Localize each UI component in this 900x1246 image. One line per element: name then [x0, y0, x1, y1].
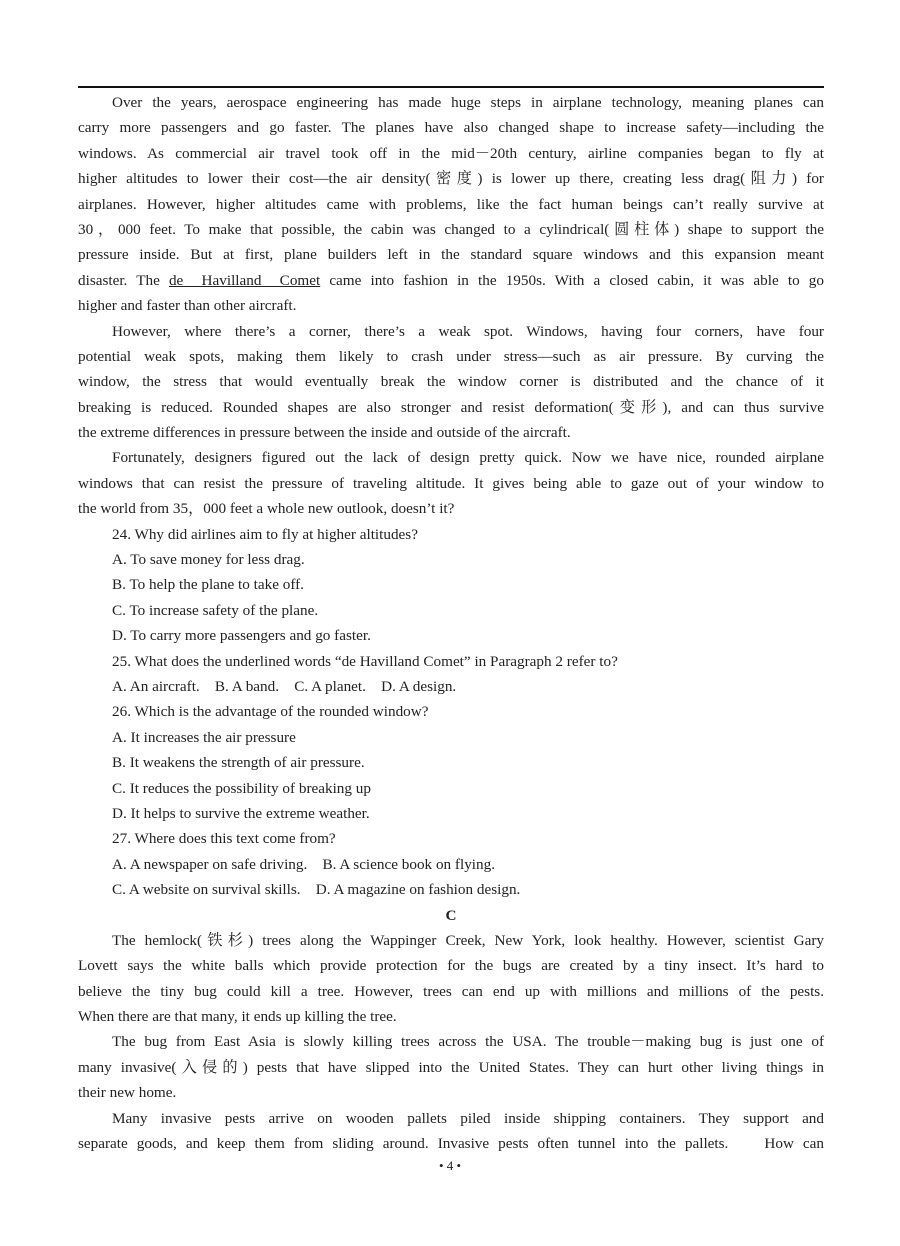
text-line: their new home. [78, 1084, 177, 1102]
text-line: carry more passengers and go faster. The planes have also changed shape to increase safety—including the [78, 119, 824, 137]
question-stem: 24. Why did airlines aim to fly at higher altitudes? [112, 525, 418, 543]
text-line: believe the tiny bug could kill a tree. However, trees can end up with millions and millions of the pests. [78, 982, 824, 1000]
page-number: • 4 • [438, 1158, 462, 1173]
text-line: the extreme differences in pressure between the inside and outside of the aircraft. [78, 424, 571, 442]
text-line: the world from 35，000 feet a whole new outlook, doesn’t it? [78, 500, 455, 518]
answer-option: B. To help the plane to take off. [112, 576, 304, 594]
text-line: potential weak spots, making them likely to crash under stress—such as air pressure. By curving the [78, 347, 824, 365]
question-stem: 25. What does the underlined words “de Havilland Comet” in Paragraph 2 refer to? [112, 652, 618, 670]
question-stem: 27. Where does this text come from? [112, 830, 336, 848]
passage-b-paragraph-3 [78, 445, 824, 521]
text-line: Many invasive pests arrive on wooden pallets piled inside shipping containers. They support and [112, 1109, 824, 1127]
answer-option: A. It increases the air pressure [112, 728, 296, 746]
header-rule [78, 86, 824, 88]
section-heading-c: C [445, 906, 457, 924]
text-line: pressure inside. But at first, plane builders left in the standard square windows and this expansion meant [78, 246, 824, 264]
passage-b-paragraph-2 [78, 319, 824, 446]
answer-option: C. To increase safety of the plane. [112, 601, 319, 619]
answer-option: D. It helps to survive the extreme weather. [112, 804, 370, 822]
passage-c-paragraph-1 [78, 928, 824, 1030]
text-line: The bug from East Asia is slowly killing trees across the USA. The trouble－making bug is just one of [112, 1033, 824, 1051]
question-25 [78, 649, 824, 700]
text-line: Fortunately, designers figured out the lack of design pretty quick. Now we have nice, rounded airplane [112, 449, 824, 467]
text-line: many invasive(入侵的) pests that have slipped into the United States. They can hurt other living things in [78, 1058, 824, 1076]
text-line: windows that can resist the pressure of traveling altitude. It gives being able to gaze out of your window to [78, 474, 824, 492]
text-line: When there are that many, it ends up killing the tree. [78, 1008, 397, 1026]
question-24 [78, 522, 824, 649]
answer-options: C. A website on survival skills. D. A magazine on fashion design. [112, 881, 521, 899]
text-line: window, the stress that would eventually break the window corner is distributed and the chance of it [78, 373, 824, 391]
text-line: Lovett says the white balls which provide protection for the bugs are created by a tiny insect. It’s hard to [78, 957, 824, 975]
answer-option: C. It reduces the possibility of breaking up [112, 779, 371, 797]
underlined-term: de Havilland Comet [168, 271, 321, 289]
text-line: separate goods, and keep them from sliding around. Invasive pests often tunnel into the pallets. How can [78, 1135, 824, 1153]
text-line: higher and faster than other aircraft. [78, 297, 297, 315]
text-span: came into fashion in the 1950s. With a closed cabin, it was able to go [320, 271, 824, 289]
text-line [78, 268, 824, 293]
question-27 [78, 826, 824, 902]
question-26 [78, 699, 824, 826]
text-line: higher altitudes to lower their cost—the air density(密度) is lower up there, creating less drag(阻力) for [78, 170, 824, 188]
answer-option: D. To carry more passengers and go faster. [112, 627, 371, 645]
text-span: disaster. The [78, 271, 169, 289]
passage-b-paragraph-1 [78, 90, 824, 319]
passage-c-paragraph-3 [78, 1106, 824, 1157]
answer-options: A. An aircraft. B. A band. C. A planet. D. A design. [112, 677, 457, 695]
text-line: However, where there’s a corner, there’s a weak spot. Windows, having four corners, have four [112, 322, 824, 340]
document-page [78, 90, 824, 1156]
text-line: windows. As commercial air travel took off in the mid－20th century, airline companies began to fly at [78, 144, 824, 162]
question-stem: 26. Which is the advantage of the rounded window? [112, 703, 429, 721]
text-line: Over the years, aerospace engineering has made huge steps in airplane technology, meaning planes can [112, 94, 824, 111]
passage-c-paragraph-2 [78, 1029, 824, 1105]
text-line: 30，000 feet. To make that possible, the cabin was changed to a cylindrical(圆柱体) shape to support the [78, 220, 824, 238]
text-line: airplanes. However, higher altitudes came with problems, like the fact human beings can’t really survive at [78, 195, 824, 213]
answer-option: A. To save money for less drag. [112, 551, 305, 569]
text-line: breaking is reduced. Rounded shapes are also stronger and resist deformation(变形), and can thus survive [78, 398, 824, 416]
answer-option: B. It weakens the strength of air pressure. [112, 754, 365, 772]
answer-options: A. A newspaper on safe driving. B. A science book on flying. [112, 855, 495, 873]
text-line: The hemlock(铁杉) trees along the Wappinger Creek, New York, look healthy. However, scientist Gary [112, 931, 824, 949]
